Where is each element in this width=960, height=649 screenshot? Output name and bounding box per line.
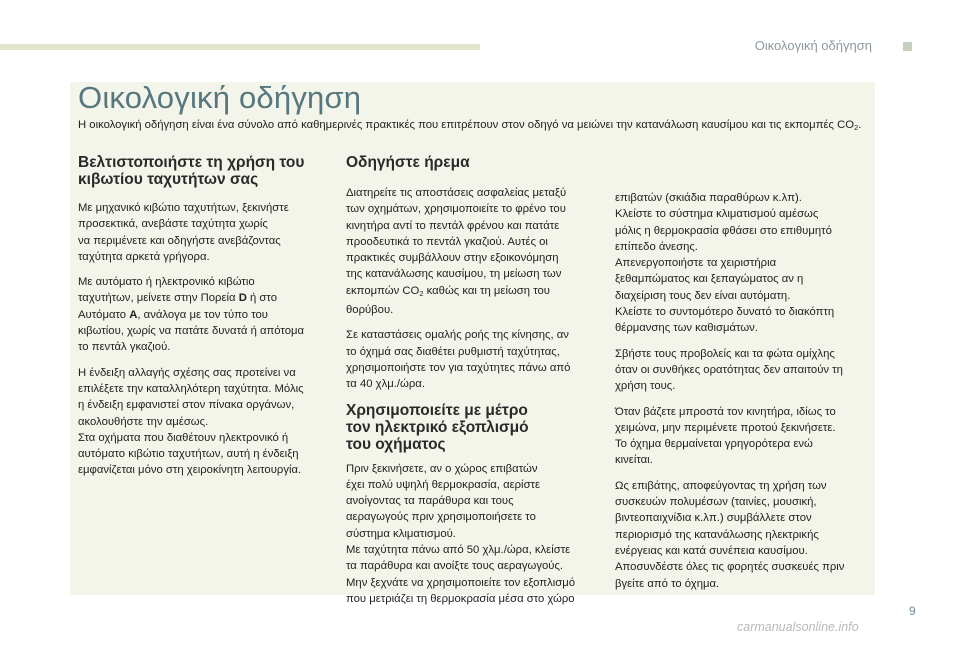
- running-header-title: Οικολογική οδήγηση: [754, 38, 872, 53]
- paragraph-safety-distances: Διατηρείτε τις αποστάσεις ασφαλείας μεταξύ των οχημάτων, χρησιμοποιείτε το φρένο του κινητήρα αντί το πεντάλ φρένου και πατάτε προοδευτικά το πεντάλ γκαζιού. Αυτές οι πρακτικές συμβάλλουν στην εξοικονόμηση της κατανάλωσης καυσίμου, τη μείωση των εκπομπών $CO_2$ καθώς και τη μείωση του θορύβου.: [346, 187, 567, 317]
- heading-drive-calmly: Οδηγήστε ήρεμα: [346, 154, 470, 171]
- paragraph-manual-gearbox: Με μηχανικό κιβώτιο ταχυτήτων, ξεκινήστε προσεκτικά, ανεβάστε ταχύτητα χωρίς να περιμένετε και οδηγήστε ανεβάζοντας ταχύτητα αρκετά γρήγορα.: [78, 202, 289, 263]
- heading-electrical-equipment: Χρησιμοποιείτε με μέτρο τον ηλεκτρικό εξοπλισμό του οχήματος: [346, 401, 529, 453]
- page-number: 9: [909, 604, 916, 618]
- column-gearbox: [78, 154, 328, 488]
- page-title: Οικολογική οδήγηση: [78, 80, 362, 115]
- paragraph-cruise-control: Σε καταστάσεις ομαλής ροής της κίνησης, αν το όχημά σας διαθέτει ρυθμιστή ταχύτητας, χρησιμοποιήστε τον για ταχύτητες πάνω από τα 40 χλμ./ώρα.: [346, 329, 571, 391]
- paragraph-headlamps: Σβήστε τους προβολείς και τα φώτα ομίχλης όταν οι συνθήκες ορατότητας δεν απαιτούν τη χρήση τους.: [615, 347, 843, 393]
- paragraph-multimedia: Ως επιβάτης, αποφεύγοντας τη χρήση των συσκευών πολυμέσων (ταινίες, μουσική, βιντεοπαιχνίδια κ.λπ.) συμβάλλετε στον περιορισμό της κατανάλωσης ηλεκτρικής ενέργειας και κατά συνέπεια καυσίμου. Αποσυνδέστε όλες τις φορητές συσκευές πριν βγείτε από το όχημα.: [615, 479, 845, 590]
- paragraph-air-conditioning: επιβατών (σκιάδια παραθύρων κ.λπ). Κλείστε το σύστημα κλιματισμού αμέσως μόλις η θερμοκρασία φθάσει στο επιθυμητό επίπεδο άνεσης. Απενεργοποιήστε τα χειριστήρια ξεθαμπώματος και ξεπαγώματος αν η διαχείριση τους δεν είναι αυτόματη. Κλείστε το συντομότερο δυνατό το διακόπτη θέρμανσης των καθισμάτων.: [615, 192, 835, 335]
- paragraph-gear-shift-indicator: Η ένδειξη αλλαγής σχέσης σας προτείνει να επιλέξετε την καταλληλότερη ταχύτητα. Μόλις η ένδειξη εμφανιστεί στον πίνακα οργάνων, ακολουθήστε την αμέσως. Στα οχήματα που διαθέτουν ηλεκτρονικό ή αυτόματο κιβώτιο ταχυτήτων, αυτή η ένδειξη εμφανίζεται μόνο στη χειροκίνητη λειτουργία.: [78, 366, 304, 477]
- header-accent-bar: [0, 44, 480, 50]
- column-calm-driving: [346, 154, 596, 616]
- watermark-text: carmanualsonline.info: [737, 620, 859, 634]
- column-equipment-continued: [615, 190, 870, 601]
- paragraph-engine-start: Όταν βάζετε μπροστά τον κινητήρα, ιδίως το χειμώνα, μην περιμένετε προτού ξεκινήσετε. Το όχημα θερμαίνεται γρηγορότερα ενώ κινείται.: [615, 405, 836, 467]
- header-square-marker: [903, 42, 912, 51]
- heading-gearbox: Βελτιστοποιήστε τη χρήση του κιβωτίου ταχυτήτων σας: [78, 154, 305, 188]
- intro-paragraph: Η οικολογική οδήγηση είναι ένα σύνολο από καθημερινές πρακτικές που επιτρέπουν στον οδηγό να μειώνει την κατανάλωση καυσίμου και τις εκπομπές $CO_2$.: [78, 119, 862, 132]
- paragraph-automatic-gearbox: Με αυτόματο ή ηλεκτρονικό κιβώτιο ταχυτήτων, μείνετε στην Πορεία D ή στο Αυτόματο A, ανάλογα με τον τύπο του κιβωτίου, χωρίς να πατάτε δυνατά ή απότομα το πεντάλ γκαζιού.: [78, 276, 305, 354]
- paragraph-ventilation: Πριν ξεκινήσετε, αν ο χώρος επιβατών έχει πολύ υψηλή θερμοκρασία, αερίστε ανοίγοντας τα παράθυρα και τους αεραγωγούς πριν χρησιμοποιήσετε το σύστημα κλιματισμού. Με ταχύτητα πάνω από 50 χλμ./ώρα, κλείστε τα παράθυρα και ανοίξτε τους αεραγωγούς. Μην ξεχνάτε να χρησιμοποιείτε τον εξοπλισμό που μετριάζει τη θερμοκρασία μέσα στο χώρο: [346, 462, 576, 605]
